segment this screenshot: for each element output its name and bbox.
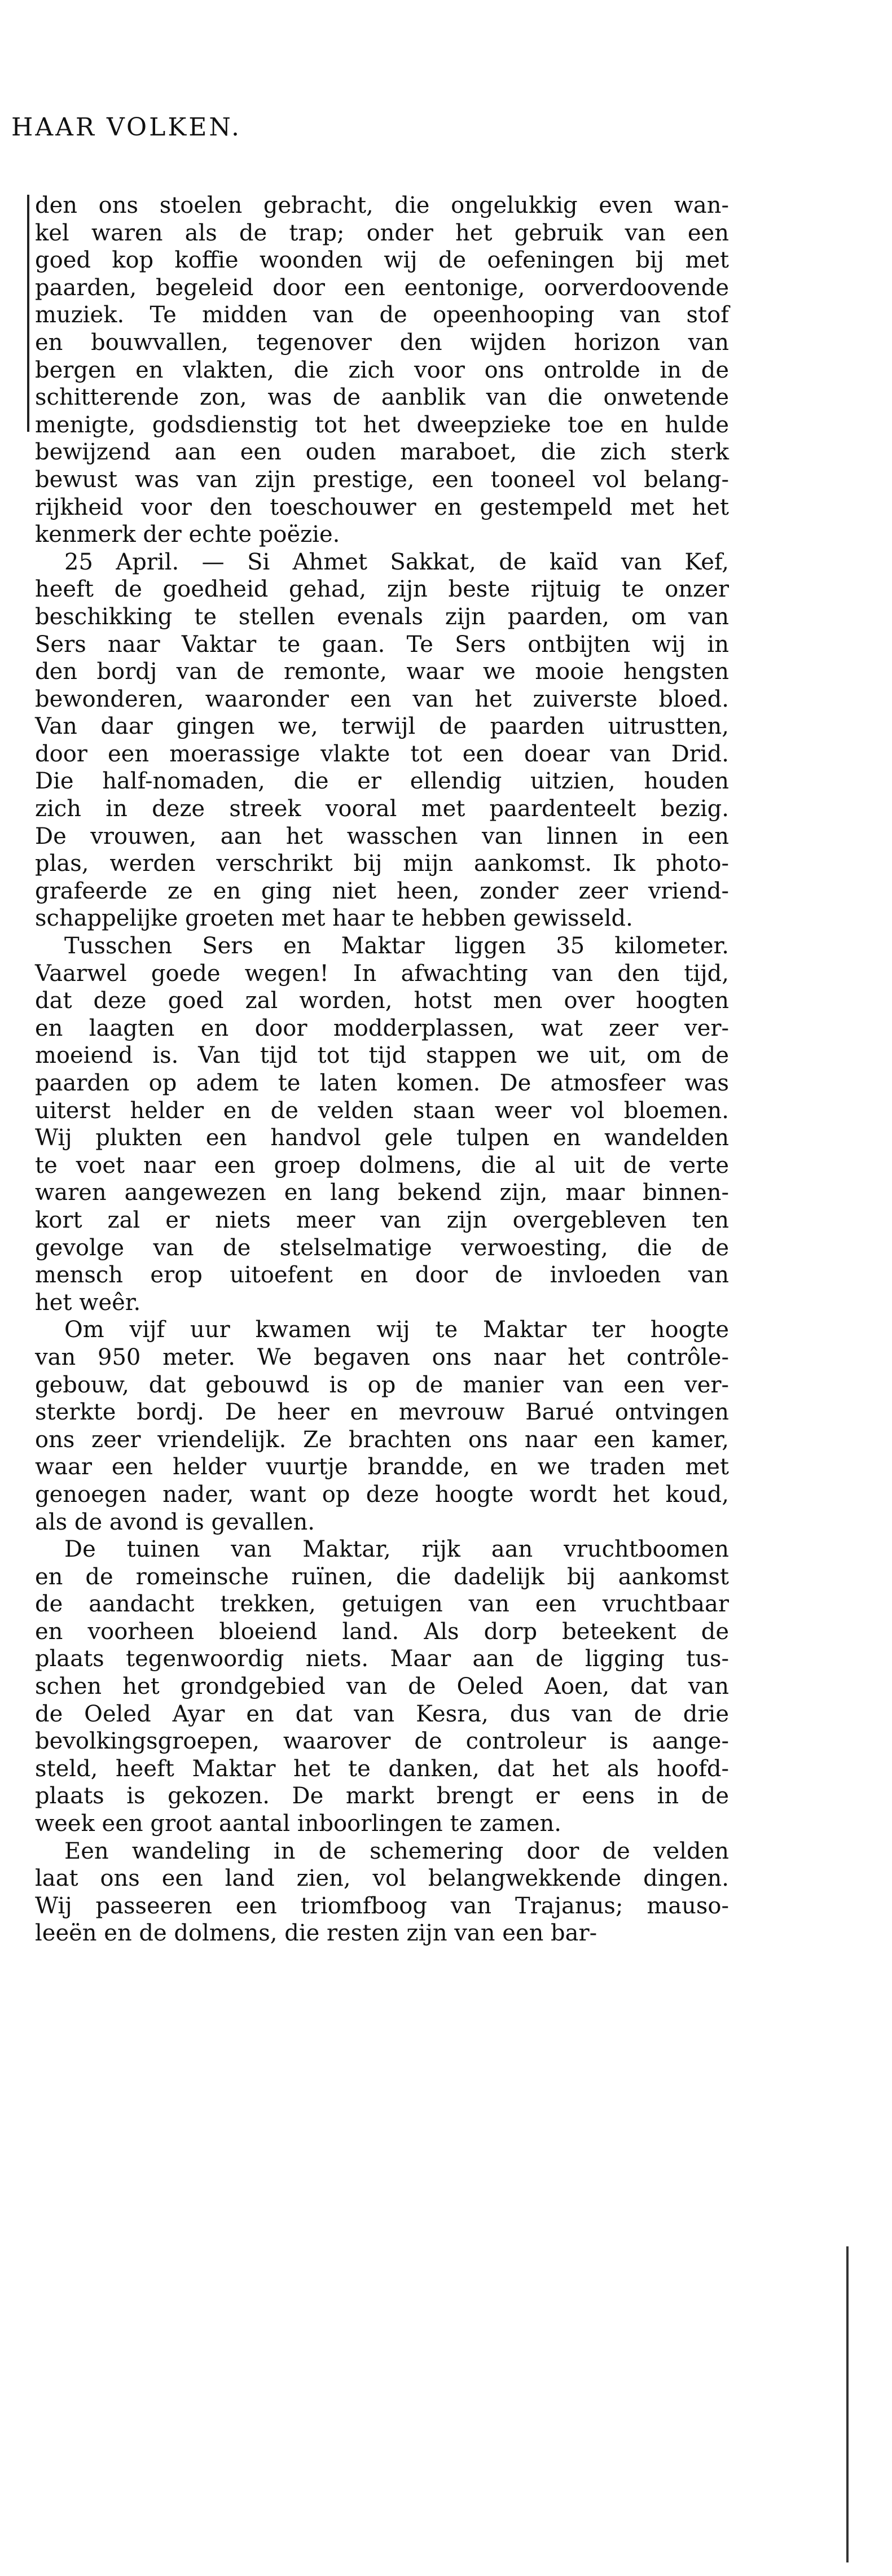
- text-line: week een groot aantal inboorlingen te zamen.: [35, 1811, 561, 1837]
- text-line: Wij plukten een handvol gele tulpen en wandelden: [35, 1125, 729, 1151]
- text-line: ons zeer vriendelijk. Ze brachten ons naar een kamer,: [35, 1426, 729, 1453]
- text-line: rijkheid voor den toeschouwer en gestempeld met het: [35, 494, 729, 520]
- text-line: schitterende zon, was de aanblik van die onwetende: [35, 384, 729, 411]
- text-line: Vaarwel goede wegen! In afwachting van den tijd,: [35, 960, 729, 987]
- text-line: en bouwvallen, tegenover den wijden horizon van: [35, 329, 729, 356]
- text-line: den bordj van de remonte, waar we mooie hengsten: [35, 659, 729, 685]
- text-line: bergen en vlakten, die zich voor ons ontrolde in de: [35, 357, 729, 383]
- body-text: [35, 192, 729, 1947]
- text-line: moeiend is. Van tijd tot tijd stappen we uit, om de: [35, 1042, 729, 1069]
- text-line: bewijzend aan een ouden maraboet, die zich sterk: [35, 439, 729, 466]
- text-line: en laagten en door modderplassen, wat zeer ver-: [35, 1015, 729, 1041]
- text-line: de aandacht trekken, getuigen van een vruchtbaar: [35, 1591, 729, 1618]
- text-line: en voorheen bloeiend land. Als dorp beteekent de: [35, 1618, 729, 1645]
- text-line: muziek. Te midden van de opeenhooping van stof: [35, 302, 729, 328]
- text-line: en de romeinsche ruïnen, die dadelijk bij aankomst: [35, 1563, 729, 1590]
- text-line: de Oeled Ayar en dat van Kesra, dus van de drie: [35, 1701, 729, 1727]
- text-line: beschikking te stellen evenals zijn paarden, om van: [35, 603, 729, 630]
- text-line: steld, heeft Maktar het te danken, dat het als hoofd-: [35, 1755, 729, 1782]
- margin-rule-top: [27, 195, 29, 432]
- text-line: schen het grondgebied van de Oeled Aoen, dat van: [35, 1673, 729, 1700]
- text-line: Sers naar Vaktar te gaan. Te Sers ontbijten wij in: [35, 631, 729, 658]
- text-line: plaats tegenwoordig niets. Maar aan de ligging tus-: [35, 1646, 729, 1672]
- text-line: genoegen nader, want op deze hoogte wordt het koud,: [35, 1481, 729, 1508]
- text-line: kenmerk der echte poëzie.: [35, 522, 340, 548]
- margin-rule-bottom: [846, 2246, 849, 2562]
- text-line: heeft de goedheid gehad, zijn beste rijtuig te onzer: [35, 576, 729, 603]
- text-line: van 950 meter. We begaven ons naar het contrôle-: [35, 1344, 729, 1370]
- text-line: Die half-nomaden, die er ellendig uitzien, houden: [35, 768, 729, 795]
- text-line: Van daar gingen we, terwijl de paarden uitrustten,: [35, 713, 729, 740]
- text-line: Wij passeeren een triomfboog van Trajanus; mauso-: [35, 1892, 729, 1919]
- text-line: paarden, begeleid door een eentonige, oorverdoovende: [35, 274, 729, 301]
- text-line: dat deze goed zal worden, hotst men over hoogten: [35, 988, 729, 1014]
- text-line: den ons stoelen gebracht, die ongelukkig even wan-: [35, 192, 729, 218]
- text-line: door een moerassige vlakte tot een doear van Drid.: [35, 741, 729, 767]
- text-line: leeën en de dolmens, die resten zijn van een bar-: [35, 1920, 597, 1947]
- text-line: uiterst helder en de velden staan weer vol bloemen.: [35, 1097, 729, 1124]
- text-line: gebouw, dat gebouwd is op de manier van een ver-: [35, 1372, 729, 1398]
- running-head: HAAR VOLKEN.: [11, 113, 241, 142]
- text-line: De vrouwen, aan het wasschen van linnen in een: [35, 823, 729, 849]
- text-line: laat ons een land zien, vol belangwekkende dingen.: [35, 1865, 729, 1892]
- text-line: mensch erop uitoefent en door de invloeden van: [35, 1262, 729, 1289]
- text-line: Een wandeling in de schemering door de velden: [64, 1838, 729, 1864]
- text-line: als de avond is gevallen.: [35, 1509, 315, 1535]
- text-line: Om vijf uur kwamen wij te Maktar ter hoogte: [64, 1317, 729, 1343]
- text-line: gevolge van de stelselmatige verwoesting, die de: [35, 1234, 729, 1261]
- text-line: schappelijke groeten met haar te hebben gewisseld.: [35, 905, 633, 932]
- text-line: kel waren als de trap; onder het gebruik van een: [35, 220, 729, 246]
- text-line: menigte, godsdienstig tot het dweepzieke toe en hulde: [35, 411, 729, 438]
- text-line: waren aangewezen en lang bekend zijn, maar binnen-: [35, 1180, 729, 1206]
- text-line: 25 April. — Si Ahmet Sakkat, de kaïd van Kef,: [64, 549, 729, 575]
- text-line: Tusschen Sers en Maktar liggen 35 kilometer.: [64, 933, 729, 960]
- text-line: te voet naar een groep dolmens, die al uit de verte: [35, 1152, 729, 1179]
- text-line: het weêr.: [35, 1289, 141, 1316]
- text-line: kort zal er niets meer van zijn overgebleven ten: [35, 1207, 729, 1233]
- text-line: goed kop koffie woonden wij de oefeningen bij met: [35, 247, 729, 274]
- text-line: plas, werden verschrikt bij mijn aankomst. Ik photo-: [35, 851, 729, 877]
- text-line: waar een helder vuurtje brandde, en we traden met: [35, 1454, 729, 1480]
- text-line: bewonderen, waaronder een van het zuiverste bloed.: [35, 686, 729, 712]
- text-line: bewust was van zijn prestige, een tooneel vol belang-: [35, 466, 729, 493]
- text-line: plaats is gekozen. De markt brengt er eens in de: [35, 1783, 729, 1810]
- text-line: zich in deze streek vooral met paardenteelt bezig.: [35, 796, 729, 822]
- text-line: sterkte bordj. De heer en mevrouw Barué ontvingen: [35, 1399, 729, 1426]
- text-line: bevolkingsgroepen, waarover de controleur is aange-: [35, 1728, 729, 1755]
- text-line: grafeerde ze en ging niet heen, zonder zeer vriend-: [35, 878, 729, 904]
- text-line: De tuinen van Maktar, rijk aan vruchtboomen: [64, 1536, 729, 1563]
- text-line: paarden op adem te laten komen. De atmosfeer was: [35, 1070, 729, 1096]
